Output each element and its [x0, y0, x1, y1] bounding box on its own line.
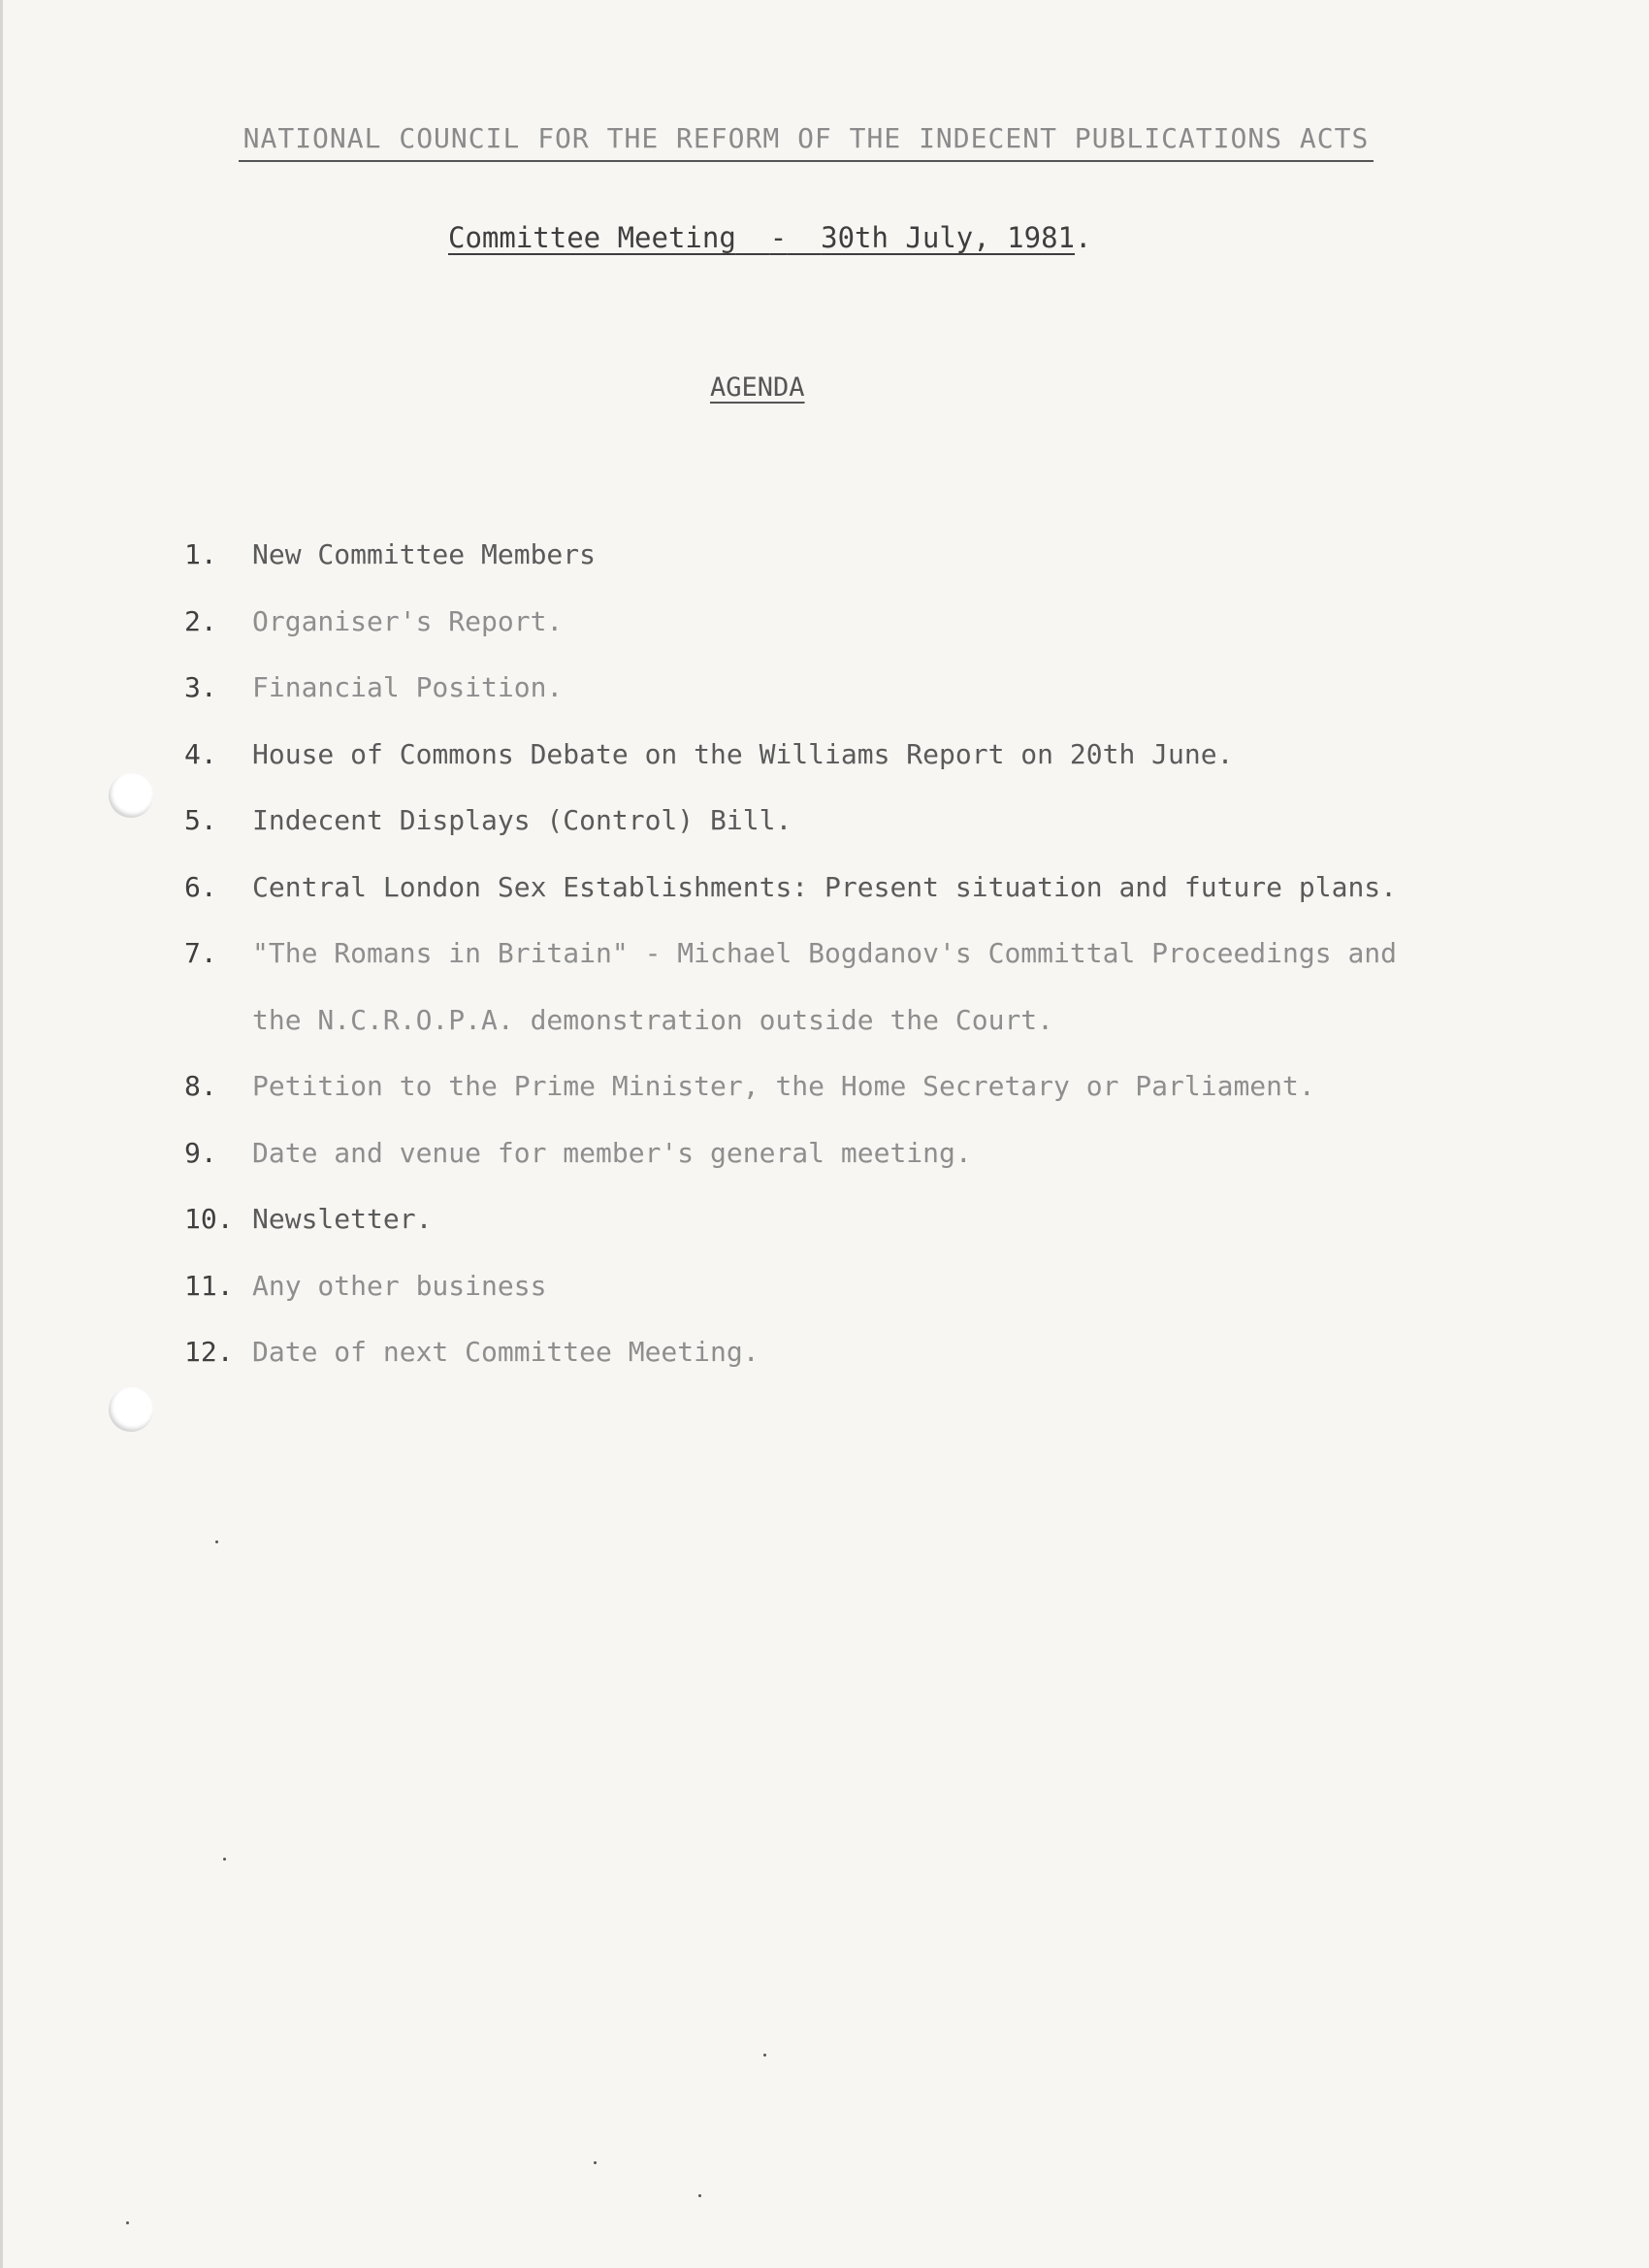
agenda-item-text: New Committee Members [252, 538, 597, 570]
agenda-item-text: Organiser's Report. [252, 604, 564, 637]
agenda-item [184, 722, 1445, 789]
agenda-item-text: Central London Sex Establishments: Present situation and future plans. [252, 870, 1398, 903]
meeting-title-line [448, 221, 1075, 254]
agenda-item [184, 589, 1445, 656]
agenda-item-text: Date and venue for member's general meeting. [252, 1136, 972, 1169]
punch-hole-lower [109, 1387, 153, 1432]
agenda-item-number: 1. [184, 538, 217, 570]
agenda-item [184, 1186, 1445, 1253]
meeting-separator: - [769, 221, 788, 254]
agenda-item-number: 2. [184, 604, 217, 637]
agenda-item [184, 788, 1445, 855]
agenda-item-number: 5. [184, 804, 217, 836]
agenda-item-number: 12. [184, 1336, 234, 1368]
agenda-item-text: Financial Position. [252, 671, 564, 703]
page-edge [0, 0, 3, 2268]
agenda-item [184, 522, 1445, 589]
agenda-item-number: 8. [184, 1070, 217, 1102]
meeting-heading [448, 221, 1092, 254]
agenda-heading: AGENDA [710, 373, 805, 403]
agenda-item-text: "The Romans in Britain" - Michael Bogdanov's Committal Proceedings and the N.C.R.O.P.A. demonstration outside the Court. [252, 937, 1398, 1036]
agenda-item [184, 1253, 1445, 1320]
paper-speck [223, 1858, 226, 1861]
agenda-item-text: Petition to the Prime Minister, the Home Secretary or Parliament. [252, 1070, 1315, 1102]
punch-hole-upper [109, 773, 153, 818]
paper-speck [215, 1540, 218, 1543]
agenda-item-number: 9. [184, 1136, 217, 1169]
organisation-heading: NATIONAL COUNCIL FOR THE REFORM OF THE INDECENT PUBLICATIONS ACTS [239, 122, 1374, 162]
meeting-title: Committee Meeting [448, 221, 736, 254]
meeting-date: 30th July, 1981 [821, 221, 1076, 254]
agenda-item-text: Any other business [252, 1269, 547, 1302]
agenda-item-text: Date of next Committee Meeting. [252, 1336, 760, 1368]
agenda-item-text: House of Commons Debate on the Williams Report on 20th June. [252, 737, 1234, 770]
agenda-item [184, 1319, 1445, 1386]
agenda-item [184, 1120, 1445, 1187]
paper-speck [698, 2194, 701, 2197]
agenda-item-text: Indecent Displays (Control) Bill. [252, 804, 792, 836]
agenda-item-number: 10. [184, 1203, 234, 1235]
agenda-item-number: 4. [184, 737, 217, 770]
meeting-trailing-period: . [1075, 221, 1092, 254]
agenda-list [184, 522, 1445, 1386]
agenda-item-number: 6. [184, 870, 217, 903]
agenda-item-number: 7. [184, 937, 217, 969]
agenda-item-number: 3. [184, 671, 217, 703]
agenda-item-number: 11. [184, 1269, 234, 1302]
agenda-item [184, 921, 1445, 1053]
paper-speck [763, 2054, 766, 2057]
paper-speck [126, 2221, 129, 2224]
agenda-item [184, 655, 1445, 722]
agenda-item-text: Newsletter. [252, 1203, 433, 1235]
agenda-item [184, 1053, 1445, 1120]
agenda-item [184, 855, 1445, 922]
paper-speck [594, 2161, 597, 2164]
